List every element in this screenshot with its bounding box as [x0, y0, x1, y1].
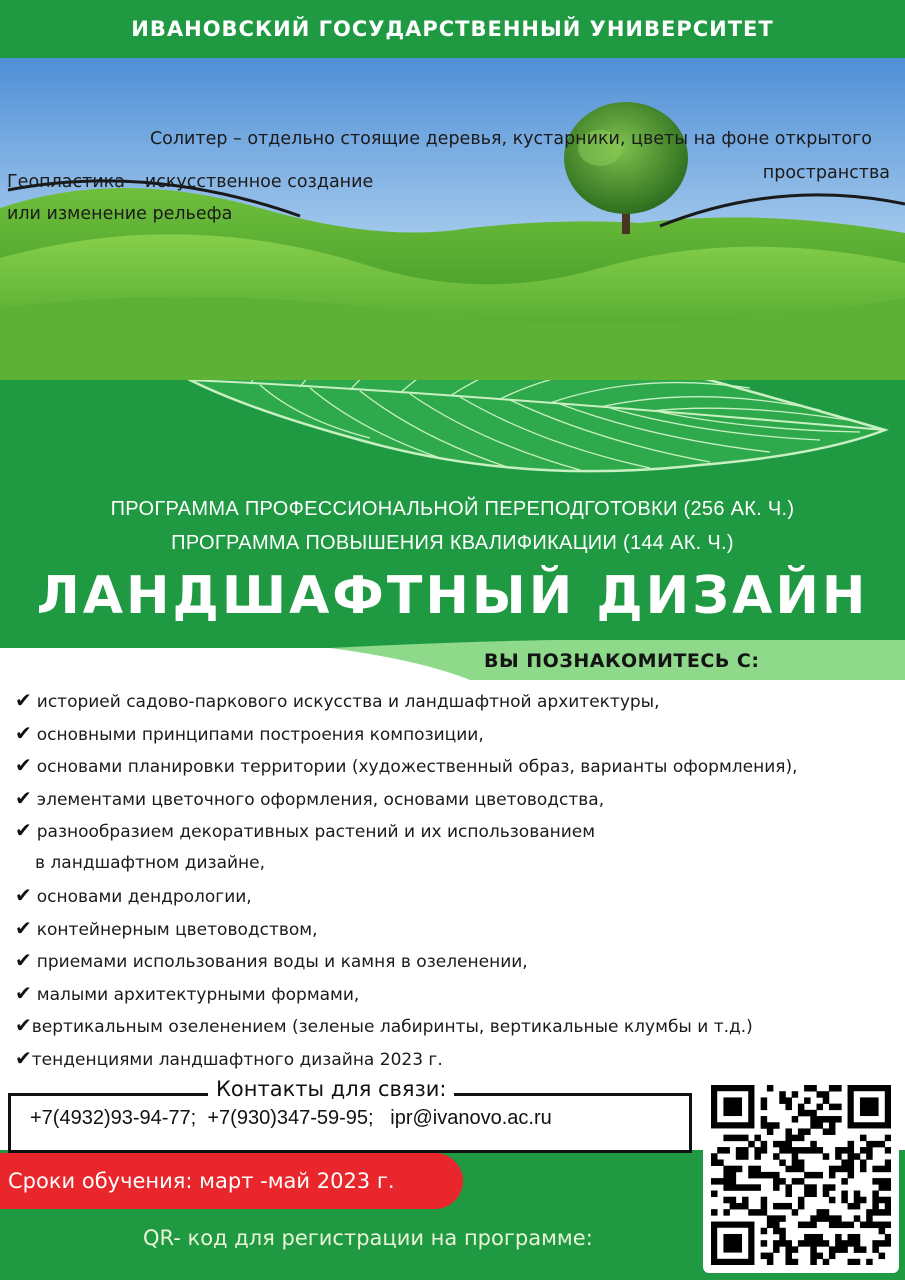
- contacts-label: Контакты для связи:: [208, 1075, 454, 1103]
- light-green-ribbon: [0, 640, 905, 680]
- geoplastics-line-1: Геопластика – искусственное создание: [7, 172, 374, 192]
- solitaire-line-1: Солитер – отдельно стоящие деревья, кустарники, цветы на фоне открытого: [149, 129, 872, 149]
- qualification-program: ПРОГРАММА ПОВЫШЕНИЯ КВАЛИФИКАЦИИ (144 АК. Ч.): [171, 532, 734, 554]
- list-item: ✔ малыми архитектурными формами,: [15, 980, 360, 1005]
- list-item: ✔ контейнерным цветоводством,: [15, 915, 318, 940]
- qr-code-icon: [711, 1085, 891, 1265]
- list-item: ✔ историей садово-паркового искусства и ландшафтной архитектуры,: [15, 688, 660, 712]
- program-banner: [0, 380, 905, 648]
- phone-1[interactable]: +7(4932)93-94-77;: [30, 1107, 197, 1129]
- university-header: [0, 0, 905, 58]
- check-icon: ✔: [15, 753, 32, 777]
- topics-list: [15, 684, 900, 1074]
- qr-caption: QR- код для регистрации на программе:: [143, 1226, 593, 1250]
- check-icon: ✔: [15, 818, 32, 842]
- list-item: ✔тенденциями ландшафтного дизайна 2023 г.: [15, 1045, 443, 1070]
- retraining-program: ПРОГРАММА ПРОФЕССИОНАЛЬНОЙ ПЕРЕПОДГОТОВКИ (256 АК. Ч.): [110, 498, 795, 520]
- check-icon: ✔: [15, 883, 32, 907]
- check-icon: ✔: [15, 688, 32, 712]
- list-item: ✔ основными принципами построения композиции,: [15, 720, 484, 745]
- learn-heading: ВЫ ПОЗНАКОМИТЕСЬ С:: [484, 650, 760, 672]
- study-terms-badge: [0, 1153, 463, 1209]
- geoplastics-definition: [7, 166, 457, 230]
- check-icon: ✔: [15, 915, 32, 940]
- email-link[interactable]: ipr@ivanovo.ac.ru: [390, 1107, 552, 1129]
- university-name: ИВАНОВСКИЙ ГОСУДАРСТВЕННЫЙ УНИВЕРСИТЕТ: [131, 17, 774, 41]
- check-icon: ✔: [15, 1045, 32, 1070]
- check-icon: ✔: [15, 1013, 32, 1037]
- contacts-line: [30, 1107, 552, 1130]
- list-item: ✔ основами планировки территории (художественный образ, варианты оформления),: [15, 753, 798, 777]
- list-item: ✔ элементами цветочного оформления, основами цветоводства,: [15, 785, 605, 810]
- list-item: ✔ приемами использования воды и камня в озеленении,: [15, 948, 528, 972]
- list-item: ✔ разнообразием декоративных растений и их использованием: [15, 818, 596, 842]
- check-icon: ✔: [15, 785, 32, 810]
- registration-qr-code[interactable]: [703, 1077, 899, 1273]
- geoplastics-line-2: или изменение рельефа: [7, 204, 233, 224]
- check-icon: ✔: [15, 948, 32, 972]
- solitaire-line-2: пространства: [762, 163, 890, 183]
- list-item: в ландшафтном дизайне,: [35, 852, 266, 873]
- list-item: ✔ основами дендрологии,: [15, 883, 252, 907]
- course-title: ЛАНДШАФТНЫЙ ДИЗАЙН: [36, 566, 869, 626]
- list-item: ✔вертикальным озеленением (зеленые лабиринты, вертикальные клумбы и т.д.): [15, 1013, 753, 1037]
- phone-2[interactable]: +7(930)347-59-95;: [207, 1107, 374, 1129]
- study-terms: Сроки обучения: март -май 2023 г.: [8, 1169, 395, 1193]
- landscape-image: [0, 58, 905, 380]
- check-icon: ✔: [15, 980, 32, 1005]
- check-icon: ✔: [15, 720, 32, 745]
